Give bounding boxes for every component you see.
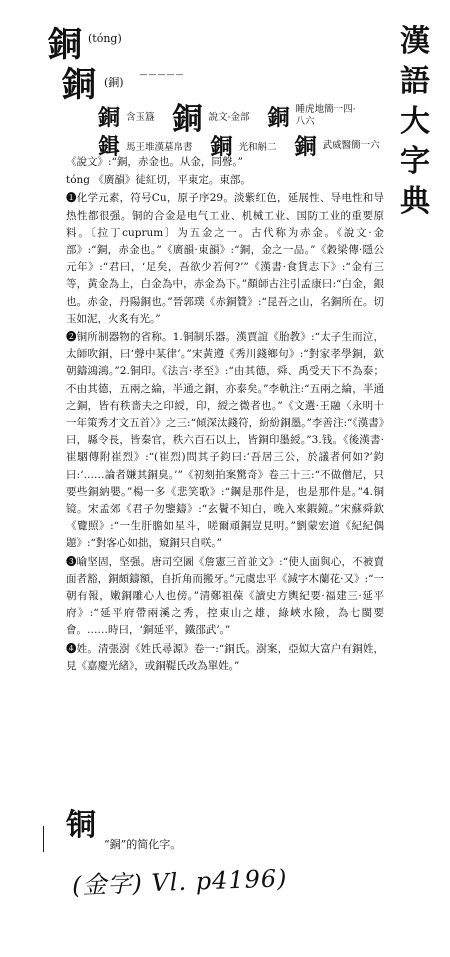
handwritten-reference: (金字) Vl. p4196) <box>71 864 288 900</box>
dictionary-title <box>392 22 438 222</box>
glyph-source: 光和斛二 <box>238 141 277 153</box>
ancient-glyph: 銅 <box>267 104 290 131</box>
glyph-source: 武威醫簡一六 <box>322 139 380 151</box>
headword-variant: 銅 <box>62 65 96 105</box>
entry-paragraph: ❹姓。清張澍《姓氏尋源》卷一:“銅氏。澍案，亞姒大富户有銅姓，見《嘉慶光緒》，或銅鞮氏改為單姓。” <box>66 642 384 672</box>
title-char: 語 <box>400 64 430 99</box>
headword-reading: (tóng) <box>88 32 122 45</box>
ancient-glyph: 銅 <box>172 102 203 137</box>
title-char: 字 <box>400 144 430 179</box>
entry-paragraph: ❶化学元素，符号Cu，原子序29。淡紫红色，延展性、导电性和导热性都很强。铜的合金是电气工业、机械工业、国防工业的重要原料。〔拉丁cuprum〕为五金之一。古代称为赤金。《說文·金部》:“銅，赤金也。”《廣韻·東韻》:“銅，金之一品。”《穀梁傳·隱公元年》:“君曰，‘足矣，吾欲少若何?’”《漢書·食貨志下》:“金有三等，黃金為上，白金為中，赤金為下。”顏師古注引孟康曰:“白金，銀也。赤金，丹陽銅也。”晉郭璞《赤銅贊》:“昆吾之山，名銅所在。切玉如泥，火炙有光。” <box>66 192 384 325</box>
entry-body <box>66 154 384 676</box>
simplified-headword: 铜 <box>66 808 96 843</box>
headword-traditional: 銅 <box>48 25 82 65</box>
glyph-source: 馬王堆漢墓帛書 <box>126 141 193 153</box>
entry-paragraph: ❸喻坚固，坚强。唐司空圖《詹憲三首並文》:“使人面與心，不被賣面者豁，銅頗鑄額，自折角而搬牙。”元虞忠平《減字木蘭花·又》:“一朝有報，嫩銅雕心人也傍。”清鄭祖葆《讀史方輿紀要·福建三·延平府》:“延平府帶兩溪之秀，控東山之雄，綠峽水險，為七閩要會。……時曰，‘銅延平，鐵邵武’。” <box>66 555 384 637</box>
ancient-glyph: 銅 <box>294 134 317 160</box>
glyph-source: 說文·金部 <box>208 112 250 123</box>
entry-paragraph: 《說文》:“銅，赤金也。从金，同聲。” <box>66 156 244 168</box>
separator-dashes: ‾‾‾‾‾ <box>140 73 185 89</box>
title-char: 大 <box>400 104 430 139</box>
title-char: 典 <box>400 184 430 219</box>
entry-paragraph: ❷铜所制器物的省称。1.铜制乐器。漢賈誼《胎教》:“太子生而泣，太師吹銅，曰‘聲中某律’。”宋黃遵《秀川錢鄉句》:“對家孝學銅，欽朝鑄鴻鴻。”2.铜印。《法言·孝至》:“由其德，舜、禹受天下不為泰；不由其德，五兩之綸，半通之銅，亦泰矣。”李軌注:“五兩之綸，半通之銅，皆有秩嗇夫之印綬，印，綬之微者也。”《文選·王融〈永明十一年策秀才文五首〉》之三:“傾深汰錢符，紛紛銅墨。”李善注:“《漢書》曰，縣令長，皆秦官，秩六百石以上，皆銅印墨綬。”3.钱。《後漢書·崔駰傳附崔烈》:“(崔烈)問其子鈞曰:‘吾居三公，於議者何如?’鈞曰:‘……論者嫌其銅臭。’”《初刻拍案驚奇》卷三十三:“不做僧尼，只要些銅納嬰。”楊一多《悲笑歌》:“鋼是那件是，也是那件是。”4.铜镜。宋孟郊《君子勿鑒鑄》:“玄鬢不知白，晚入來鍜鏡。”宋蘇舜欽《覽照》:“一生肝膽如星斗，嗟爾頑銅豈見明。”劉蒙宏道《紀紀偶題》:“對客心如拙，窺銅只自咲。” <box>66 331 384 550</box>
ancient-glyph: 鍓 <box>98 134 121 160</box>
glyph-source: 含玉簋 <box>126 112 155 123</box>
glyph-source: 睡虎地簡一四·八六 <box>295 104 356 127</box>
simplified-note: “銅”的简化字。 <box>104 838 182 851</box>
margin-bar <box>43 826 44 852</box>
entry-paragraph: tóng 《廣韻》徒紅切，平東定。東部。 <box>66 174 251 187</box>
ancient-glyph: 銅 <box>210 134 233 160</box>
ancient-glyph: 銅 <box>98 104 121 131</box>
title-char: 漢 <box>400 24 430 59</box>
headword-variant-note: (銅) <box>104 76 124 89</box>
